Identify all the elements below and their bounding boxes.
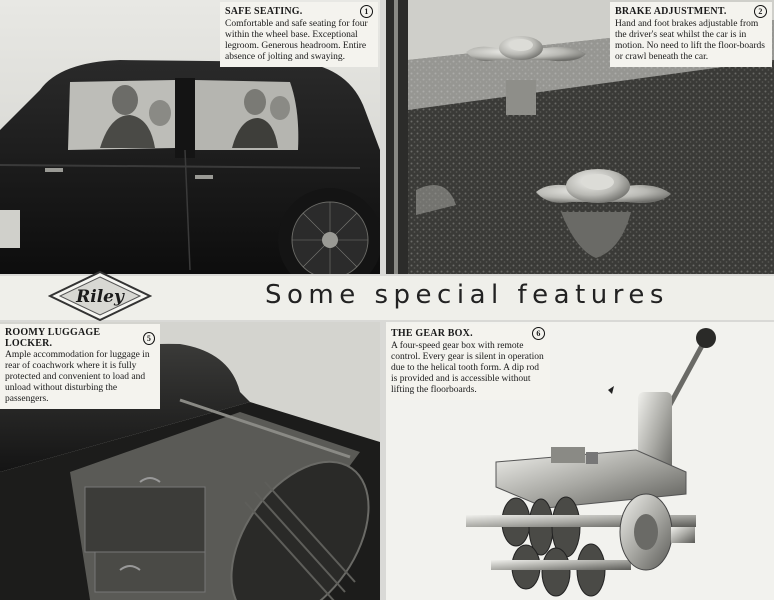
riley-logo [48, 270, 152, 322]
banner-title: Some special features [265, 280, 669, 310]
feature-number: 2 [754, 5, 767, 18]
panel-gear-box [386, 322, 774, 600]
feature-title: SAFE SEATING. [225, 6, 303, 17]
riley-logo-text: Riley [76, 287, 124, 307]
feature-number: 6 [532, 327, 545, 340]
feature-number: 1 [360, 5, 373, 18]
feature-text: Ample accommodation for luggage in rear of coachwork where it is fully protected and convenient to load and unload without disturbing the passengers. [5, 350, 150, 404]
feature-title: THE GEAR BOX. [391, 328, 473, 339]
feature-text: Hand and foot brakes adjustable from the driver's seat whilst the car is in motion. No need to lift the floor-boards or crawl beneath the car. [615, 19, 765, 62]
caption-safe-seating [220, 2, 378, 67]
caption-luggage-locker [0, 324, 160, 409]
panel-safe-seating [0, 0, 380, 274]
caption-gear-box [386, 324, 550, 400]
caption-brake-adjustment [610, 2, 772, 67]
panel-luggage-locker [0, 322, 380, 600]
panel-brake-adjustment [386, 0, 774, 274]
feature-text: A four-speed gear box with remote control. Every gear is silent in operation due to the helical tooth form. A dip rod is provided and is accessible without lifting the floorboards. [391, 341, 544, 395]
feature-title: BRAKE ADJUSTMENT. [615, 6, 727, 17]
feature-text: Comfortable and safe seating for four within the wheel base. Exceptional legroom. Generous headroom. Entire absence of jolting and swaying. [225, 19, 368, 62]
feature-title: ROOMY LUGGAGE LOCKER. [5, 327, 101, 349]
feature-number: 5 [143, 332, 155, 345]
